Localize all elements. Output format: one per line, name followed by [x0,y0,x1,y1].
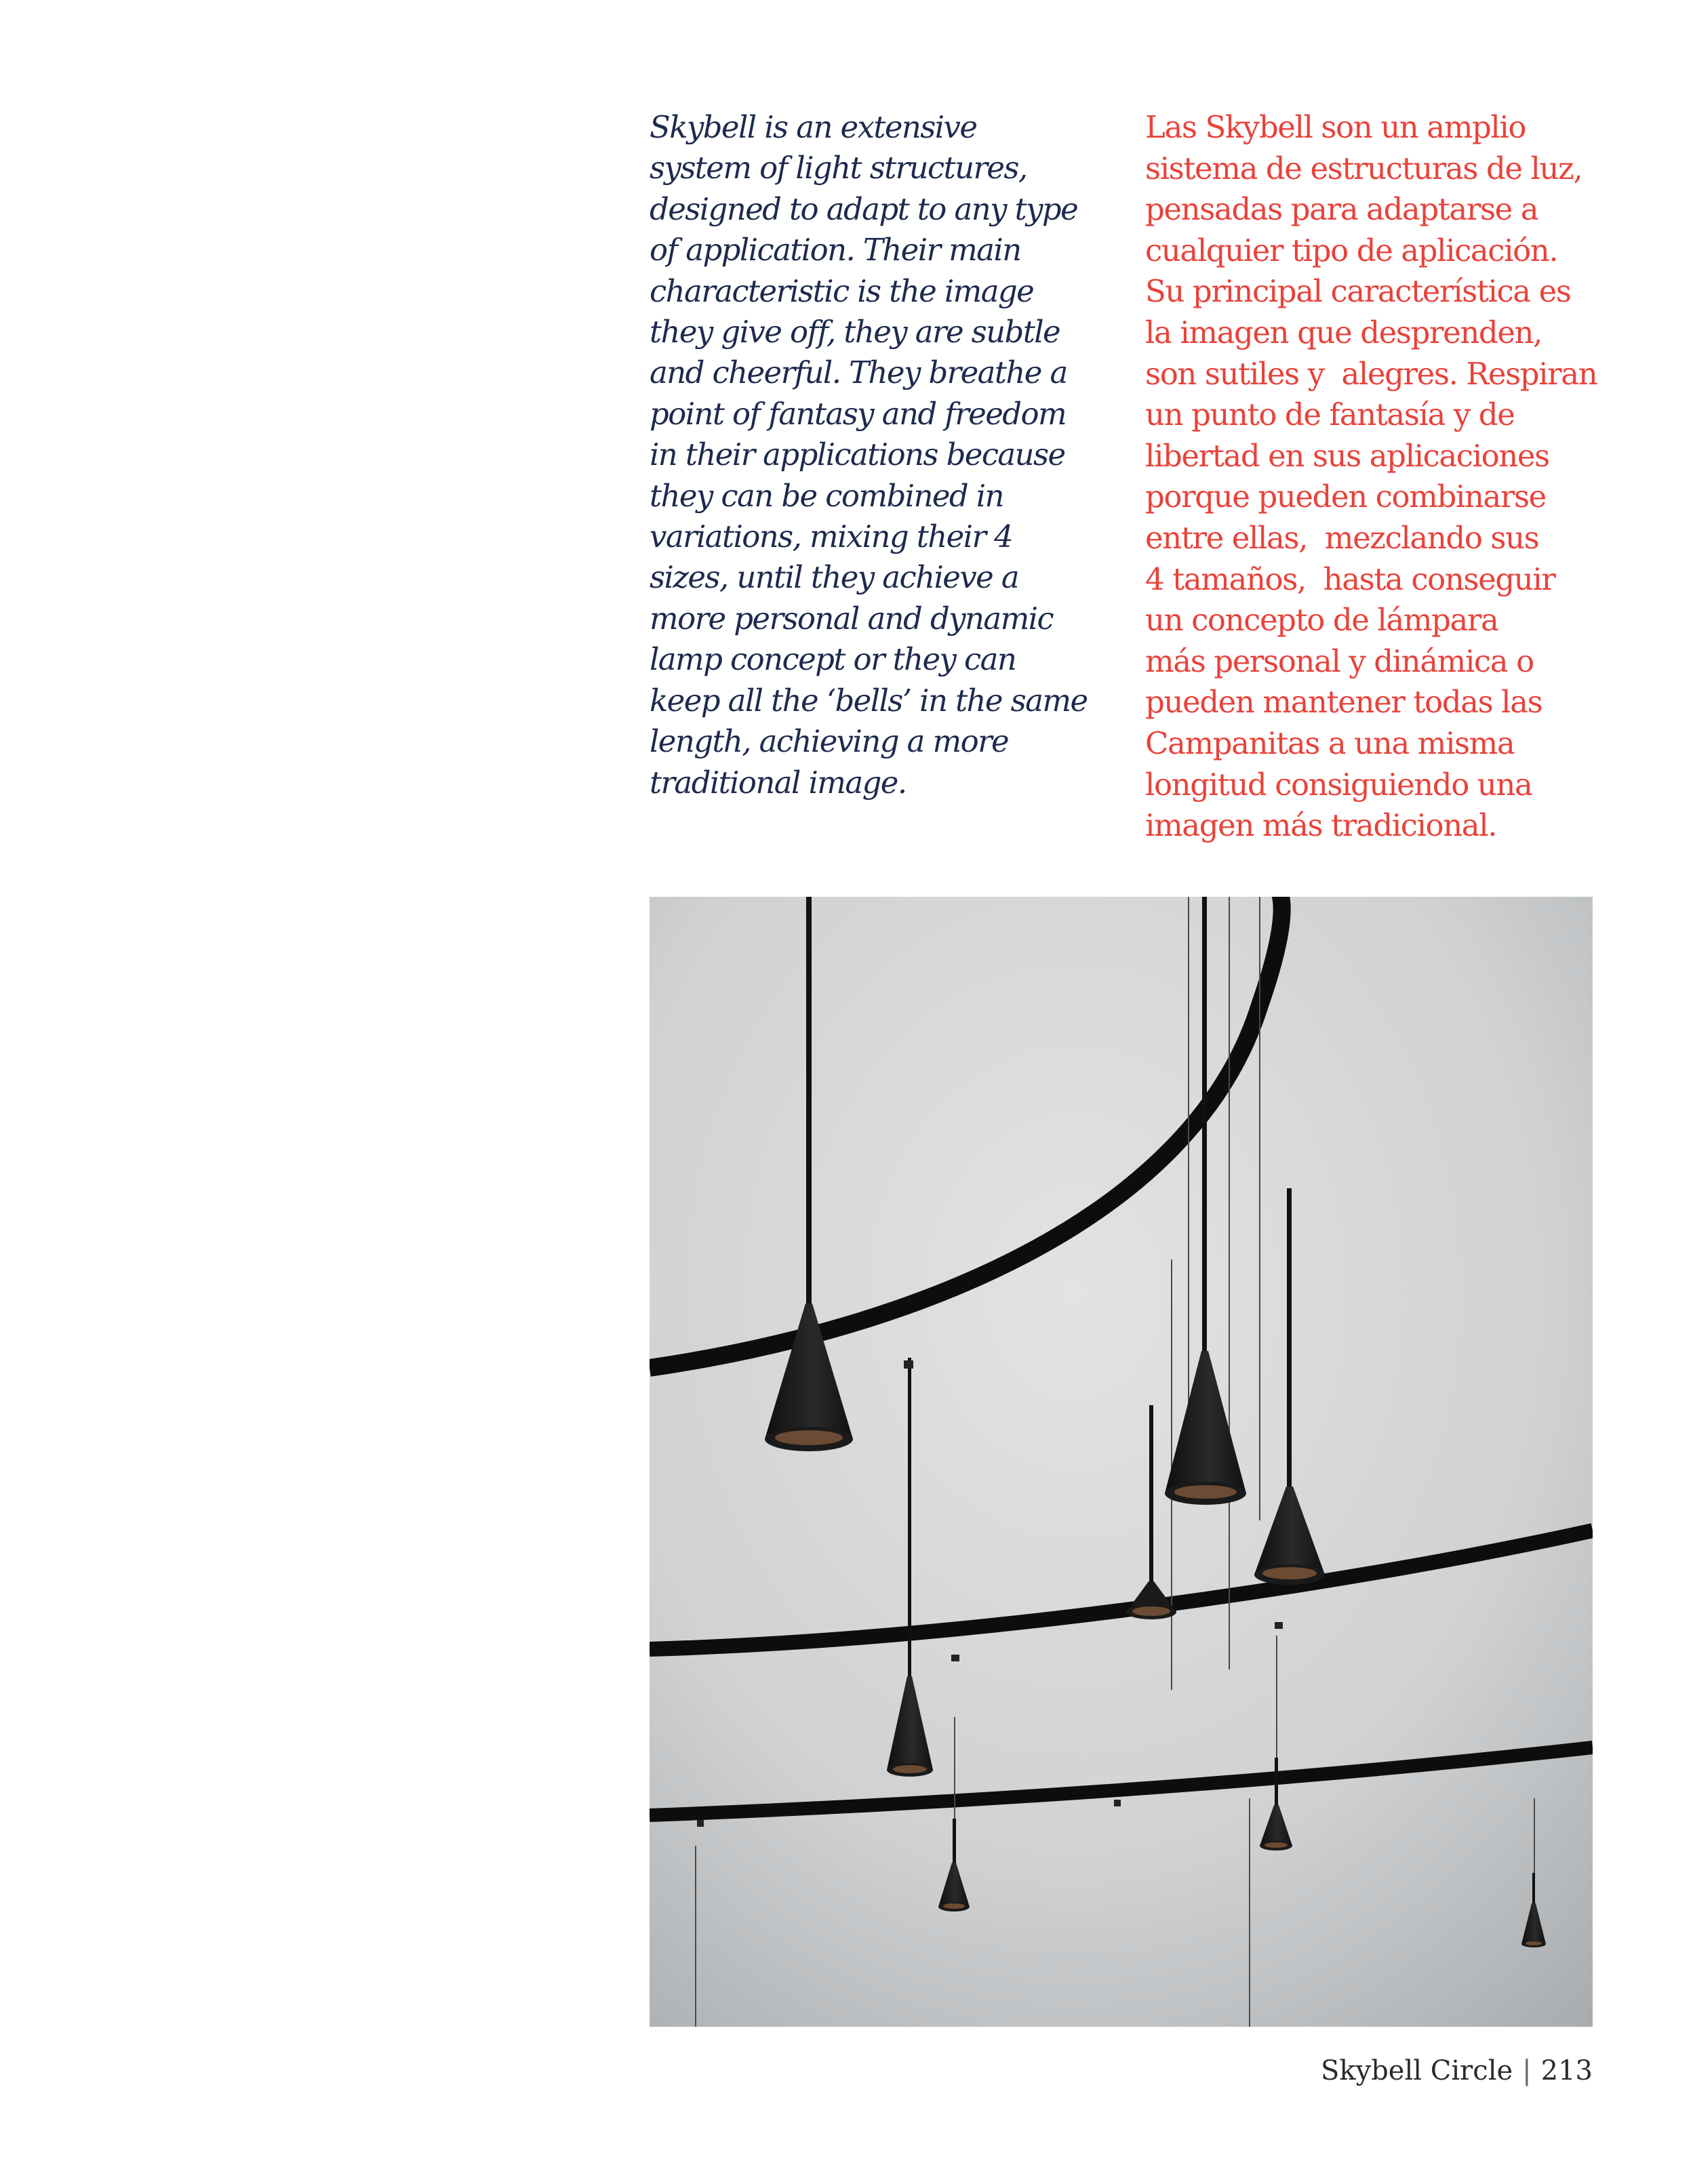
english-line: Skybell is an extensive [650,109,977,145]
spanish-text-column [1145,107,1647,847]
spanish-line: pensadas para adaptarse a [1145,191,1538,228]
spanish-line: entre ellas, mezclando sus [1145,519,1539,556]
english-line: of application. Their main [650,232,1021,268]
spanish-line: Su principal característica es [1145,273,1571,310]
english-line: designed to adapt to any type [650,190,1078,227]
ring-mount [1275,1622,1283,1629]
spanish-line: pueden mantener todas las [1145,684,1542,721]
ring-mount [951,1655,959,1661]
english-line: characteristic is the image [650,272,1034,309]
english-line: and cheerful. They breathe a [650,355,1067,391]
english-line: traditional image. [650,764,907,801]
ring-mount [697,1820,704,1827]
spanish-line: la imagen que desprenden, [1145,314,1542,350]
english-line: variations, mixing their 4 [650,519,1013,555]
spanish-line: más personal y dinámica o [1145,643,1534,679]
spanish-line: cualquier tipo de aplicación. [1145,232,1558,268]
spanish-line: 4 tamaños, hasta conseguir [1145,561,1555,597]
spanish-line: sistema de estructuras de luz, [1145,150,1582,186]
footer-title: Skybell Circle [1320,2055,1513,2086]
english-line: lamp concept or they can [650,641,1016,678]
page-number: 213 [1540,2055,1593,2086]
spanish-line: un concepto de lámpara [1145,602,1498,639]
spanish-line: un punto de fantasía y de [1145,397,1515,433]
photo-background [650,897,1593,2027]
footer-separator: | [1522,2055,1532,2086]
ring-mount [1114,1800,1121,1806]
english-line: length, achieving a more [650,723,1009,760]
english-text-column [650,107,1090,803]
spanish-line: libertad en sus aplicaciones [1145,437,1549,474]
spanish-line: longitud consiguiendo una [1145,766,1532,803]
spanish-line: son sutiles y alegres. Respiran [1145,355,1597,392]
ring-mount [904,1360,913,1369]
english-line: in their applications because [650,437,1065,473]
english-line: system of light structures, [650,150,1027,186]
spanish-line: Las Skybell son un amplio [1145,109,1526,145]
english-line: they give off, they are subtle [650,314,1060,350]
english-line: keep all the ‘bells’ in the same [650,682,1088,719]
english-line: more personal and dynamic [650,600,1054,636]
page-footer [1315,2052,1593,2090]
spanish-line: imagen más tradicional. [1145,807,1497,844]
spanish-line: porque pueden combinarse [1145,479,1546,515]
spanish-line: Campanitas a una misma [1145,725,1515,761]
product-photo [650,897,1593,2027]
english-line: point of fantasy and freedom [650,395,1067,432]
english-line: they can be combined in [650,477,1003,514]
english-line: sizes, until they achieve a [650,559,1019,596]
